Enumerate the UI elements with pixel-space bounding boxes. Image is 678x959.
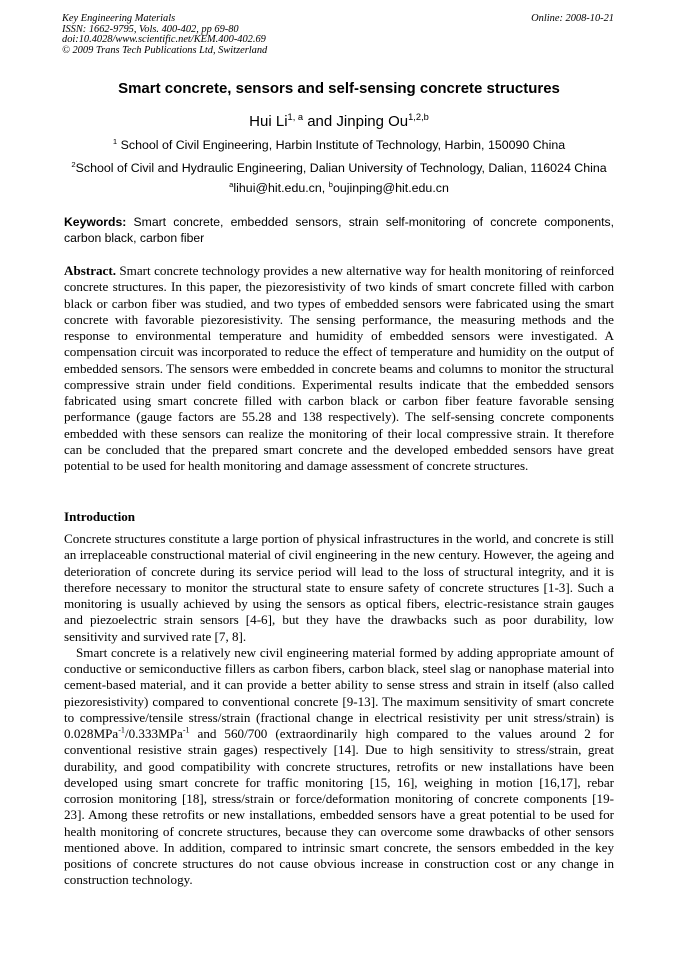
intro-paragraph-2 (64, 645, 614, 889)
affiliation-1-marker: 1 (112, 137, 118, 147)
introduction-heading: Introduction (64, 509, 136, 524)
affiliation-2-marker: 2 (71, 160, 76, 170)
intro-p2-superscript-2: -1 (182, 725, 190, 735)
paper-title: Smart concrete, sensors and self-sensing concrete structures (118, 80, 560, 97)
intro-paragraph-1: Concrete structures constitute a large portion of physical infrastructures in the world, and concrete is still an irreplaceable constructional material of civil engineering in the new century. However, the ageing and deterioration of concrete during its service period will lead to the loss of structural integrity, and it is therefore necessary to monitor the structural state to ensure safety of concrete structures [1-3]. Such a monitoring is usually achieved by using the sensors as optical fibers, electric-resistance strain gauges and piezoelectric strain sensors [4-6], but they have the drawbacks such as poor durability, low sensitivity and survived rate [7, 8]. (64, 531, 614, 644)
keywords-label: Keywords: (64, 215, 127, 229)
author-2-name: Jinping Ou (336, 113, 409, 130)
copyright-line: © 2009 Trans Tech Publications Ltd, Switzerland (62, 45, 268, 57)
intro-p2-part-a: Smart concrete is a relatively new civil engineering material formed by adding appropriate amount of conductive or semiconductive fillers as carbon fibers, carbon black, steel slag or nanophase material into cement-based material, and it can provide a better ability to sense stress and strain in itself (also called piezoresistivity) compared to conventional concrete [9-13]. The maximum sensitivity of smart concrete to compressive/tensile stress/strain (fractional change in electrical resistivity per unit stress/strain) is 0.028MPa (64, 644, 614, 741)
author-1-marker: 1, a (287, 111, 304, 122)
email-b[interactable]: oujinping@hit.edu.cn (332, 181, 449, 195)
intro-p2-part-c: and 560/700 (extraordinarily high compared to the values around 2 for conventional resistive strain gages) respectively [14]. Due to high sensitivity to stress/strain, great durability, and good compatibility with concrete structures, retrofits or new installations have been developed using smart concrete for traffic monitoring [15, 16], weighing in motion [16,17], rebar corrosion monitoring [18], stress/strain or force/deformation monitoring of concrete components [19-23]. Among these retrofits or new installations, embedded sensors have a great potential to be used for health monitoring of concrete structures, because they can overcome some drawbacks of other sensors mentioned above. In addition, compared to intrinsic smart concrete, the sensors embedded in the key positions of concrete structures do not cause obvious increase in construction cost or any change in construction technology. (64, 726, 614, 888)
abstract-label: Abstract. (64, 263, 116, 278)
affiliation-1-text: School of Civil Engineering, Harbin Institute of Technology, Harbin, 150090 China (117, 138, 566, 152)
author-line (0, 113, 678, 130)
affiliation-1 (0, 138, 678, 152)
doi-line[interactable]: doi:10.4028/www.scientific.net/KEM.400-402.69 (62, 34, 266, 46)
email-b-marker: b (328, 180, 333, 190)
email-a[interactable]: lihui@hit.edu.cn (233, 181, 322, 195)
online-date: Online: 2008-10-21 (531, 13, 614, 24)
abstract-text: Smart concrete technology provides a new alternative way for health monitoring of reinforced concrete structures. In this paper, the piezoresistivity of two kinds of smart concrete filled with carbon black or carbon fiber was studied, and two types of embedded sensors were fabricated using the smart concrete with favorable piezoresistivity. The sensing performance, the measuring methods and the response to environmental temperature and humidity of embedded sensors were investigated. A compensation circuit was incorporated to reduce the effect of temperature and humidity on the output of embedded sensors. The sensors were embedded in concrete beams and columns to monitor the structural compressive strain under field conditions. Experimental results indicate that the embedded sensors fabricated using smart concrete filled with carbon black or carbon fiber feature favorable sensing performance (gauge factors are 55.28 and 138 respectively). The self-sensing concrete components embedded with these sensors can realize the monitoring of their local compressive strain. It therefore can be concluded that the prepared smart concrete and the developed embedded sensors have great potential to be used for health monitoring and damage assessment of concrete structures. (64, 263, 614, 473)
issn-line: ISSN: 1662-9795, Vols. 400-402, pp 69-80 (62, 23, 239, 35)
email-a-marker: a (229, 180, 234, 190)
author-2-marker: 1,2,b (408, 111, 429, 122)
introduction-body (64, 531, 614, 889)
affiliation-2 (0, 161, 678, 175)
email-separator: , (321, 181, 329, 195)
author-conjunction: and (303, 113, 337, 130)
journal-header (62, 14, 614, 57)
email-line (0, 181, 678, 195)
intro-p2-superscript-1: -1 (118, 725, 125, 735)
author-1-name: Hui Li (249, 113, 288, 130)
abstract-block (64, 263, 614, 474)
keywords-text: Smart concrete, embedded sensors, strain self-monitoring of concrete components, carbon black, carbon fiber (64, 215, 614, 245)
affiliation-2-text: School of Civil and Hydraulic Engineering, Dalian University of Technology, Dalian, 116024 China (75, 161, 607, 175)
keywords-block (64, 214, 614, 246)
journal-name: Key Engineering Materials (62, 13, 176, 24)
intro-p2-part-b: /0.333MPa (124, 726, 183, 741)
